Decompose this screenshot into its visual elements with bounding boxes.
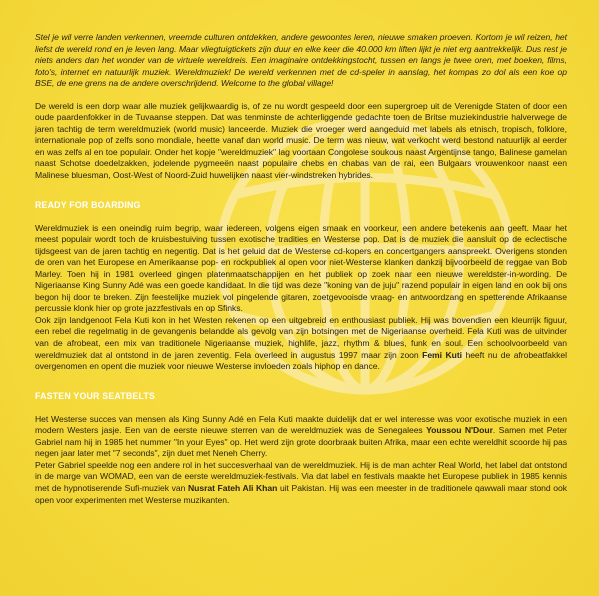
paragraph-real-world [35, 460, 567, 506]
paragraph-fela-kuti [35, 315, 567, 373]
heading-ready-for-boarding: READY FOR BOARDING [35, 199, 141, 210]
heading-fasten-your-seatbelts: FASTEN YOUR SEATBELTS [35, 390, 156, 401]
paragraph-world-village: De wereld is een dorp waar alle muziek gelijkwaardig is, of ze nu wordt gespeeld door een supergroep uit de Verenigde Staten of door een oude paardenfokker in de Tuvaanse steppen. Dat was tenminste de achterliggende gedachte toen de Britse muziekindustrie halverwege de jaren tachtig de term wereldmuziek (world music) lanceerde. Muziek die vroeger werd aangeduid met labels als etnisch, tropisch, folklore, internationale pop of zelfs sono mondiale, heette vanaf dan world music. De term was nieuw, wat verkocht werd bestond natuurlijk al eerder en was zelfs al en toe populair. Onder het kopje "wereldmuziek" lag voortaan Congolese soukous naast Argentijnse tango, Balinese gamelan naast Schotse doedelzakken, jodelende pygmeeën naast populaire chebs en chabas van de rai, een Bulgaars vrouwenkoor naast een Malinese bluesman, Oost-West of Noord-Zuid huwelijken naast vier-windstreken hybrides. [35, 100, 567, 181]
intro-paragraph: Stel je wil verre landen verkennen, vreemde culturen ontdekken, andere gewoontes leren, nieuwe smaken proeven. Kortom je wil reizen, het liefst de wereld rond en je leven lang. Maar vliegtuigtickets zijn duur en elke keer die 40.000 km liften lijkt je niet erg aantrekkelijk. Dus rest je niets anders dan het wonder van de virtuele wereldreis. Een imaginaire ontdekkingstocht, tussen en langs je twee oren, met boeken, films, foto's, internet en natuurlijk muziek. Wereldmuziek! De wereld verkennen met de cd-speler in aanslag, het kompas zo dol als een koe op BSE, de ene grens na de andere overschrijdend. Welcome to the global village! [35, 32, 567, 89]
artist-name-youssou-ndour: Youssou N'Dour [426, 425, 493, 436]
artist-name-nusrat-fateh-ali-khan: Nusrat Fateh Ali Khan [187, 482, 278, 493]
paragraph-crossover: Wereldmuziek is een oneindig ruim begrip, waar iedereen, volgens eigen smaak en voorkeur, een andere betekenis aan geeft. Maar het meest populair wordt toch de kruisbestuiving tussen exotische tradities en Westerse pop. Dat is de muziek die aansluit op de eclectische tijdsgeest van de jaren tachtig en negentig. Dat is het geluid dat de Westerse cd-kopers en concertgangers aanspreekt. Overigens stonden de oren van het Europese en Amerikaanse pop- en rockpubliek al open voor niet-Westerse klanken dankzij bijvoorbeeld de reggae van Bob Marley. Toen hij in 1981 overleed gingen platenmaatschappijen en het publiek op zoek naar een nieuwe wereldster-in-wording. De Nigeriaanse King Sunny Adé was een goede kandidaat. In die tijd was deze "koning van de juju" razend populair in eigen land en ook bij ons begon hij door te breken. Zijn feestelijke muziek vol pingelende gitaren, zoetgevooisde vraag- en antwoordzang en spetterende Afrikaanse percussie klonk hier op grote jazzfestivals en op Sfinks. [35, 222, 567, 314]
text-segment: Ook zijn landgenoot Fela Kuti kon in het Westen rekenen op een uitgebreid en enthousiast publiek. Hij was bovendien een kleurrijk figuur, een rebel die regelmatig in de gevangenis belandde als gevolg van zijn botsingen met de Nigeriaanse overheid. Fela Kuti was de uitvinder van de afrobeat, een mix van traditionele Nigeriaanse muziek, highlife, jazz, rhythm & blues, funk en soul. Een schoolvoorbeeld van wereldmuziek dat al ontstond in de jaren zeventig. Fela overleed in augustus 1997 maar zijn zoon [35, 314, 567, 360]
text-segment: Het Westerse succes van mensen als King Sunny Adé en Fela Kuti maakte duidelijk dat er wel interesse was voor exotische muziek in een modern Westers jasje. Een van de eerste nieuwe sterren van de wereldmuziek was de Senegalees [35, 413, 567, 436]
text-segment: heeft nu de afrobeatfakkel overgenomen en opent die muziek voor nieuwe Westerse invloeden zoals hiphop en dance. [35, 349, 567, 372]
text-segment: Peter Gabriel speelde nog een andere rol in het succesverhaal van de wereldmuziek. Hij is de man achter Real World, het label dat ontstond in de marge van WOMAD, een van de eerste wereldmuziek-festivals. Via dat label en festivals maakte het Europese publiek in 1985 kennis met de hypnotiserende Sufi-muziek van [35, 459, 567, 493]
text-segment: uit Pakistan. Hij was een meester in de traditionele qawwali maar stond ook open voor experimenten met Westerse muzikanten. [35, 482, 567, 505]
artist-name-femi-kuti: Femi Kuti [422, 349, 462, 360]
text-segment: . Samen met Peter Gabriel nam hij in 1985 het nummer "In your Eyes" op. Het werd zijn grote doorbraak buiten Afrika, maar een echte wereldhit scoorde hij pas negen jaar later met "7 seconds", zijn duet met Neneh Cherry. [35, 425, 567, 459]
article-body [35, 32, 567, 506]
paragraph-youssou-ndour [35, 414, 567, 460]
